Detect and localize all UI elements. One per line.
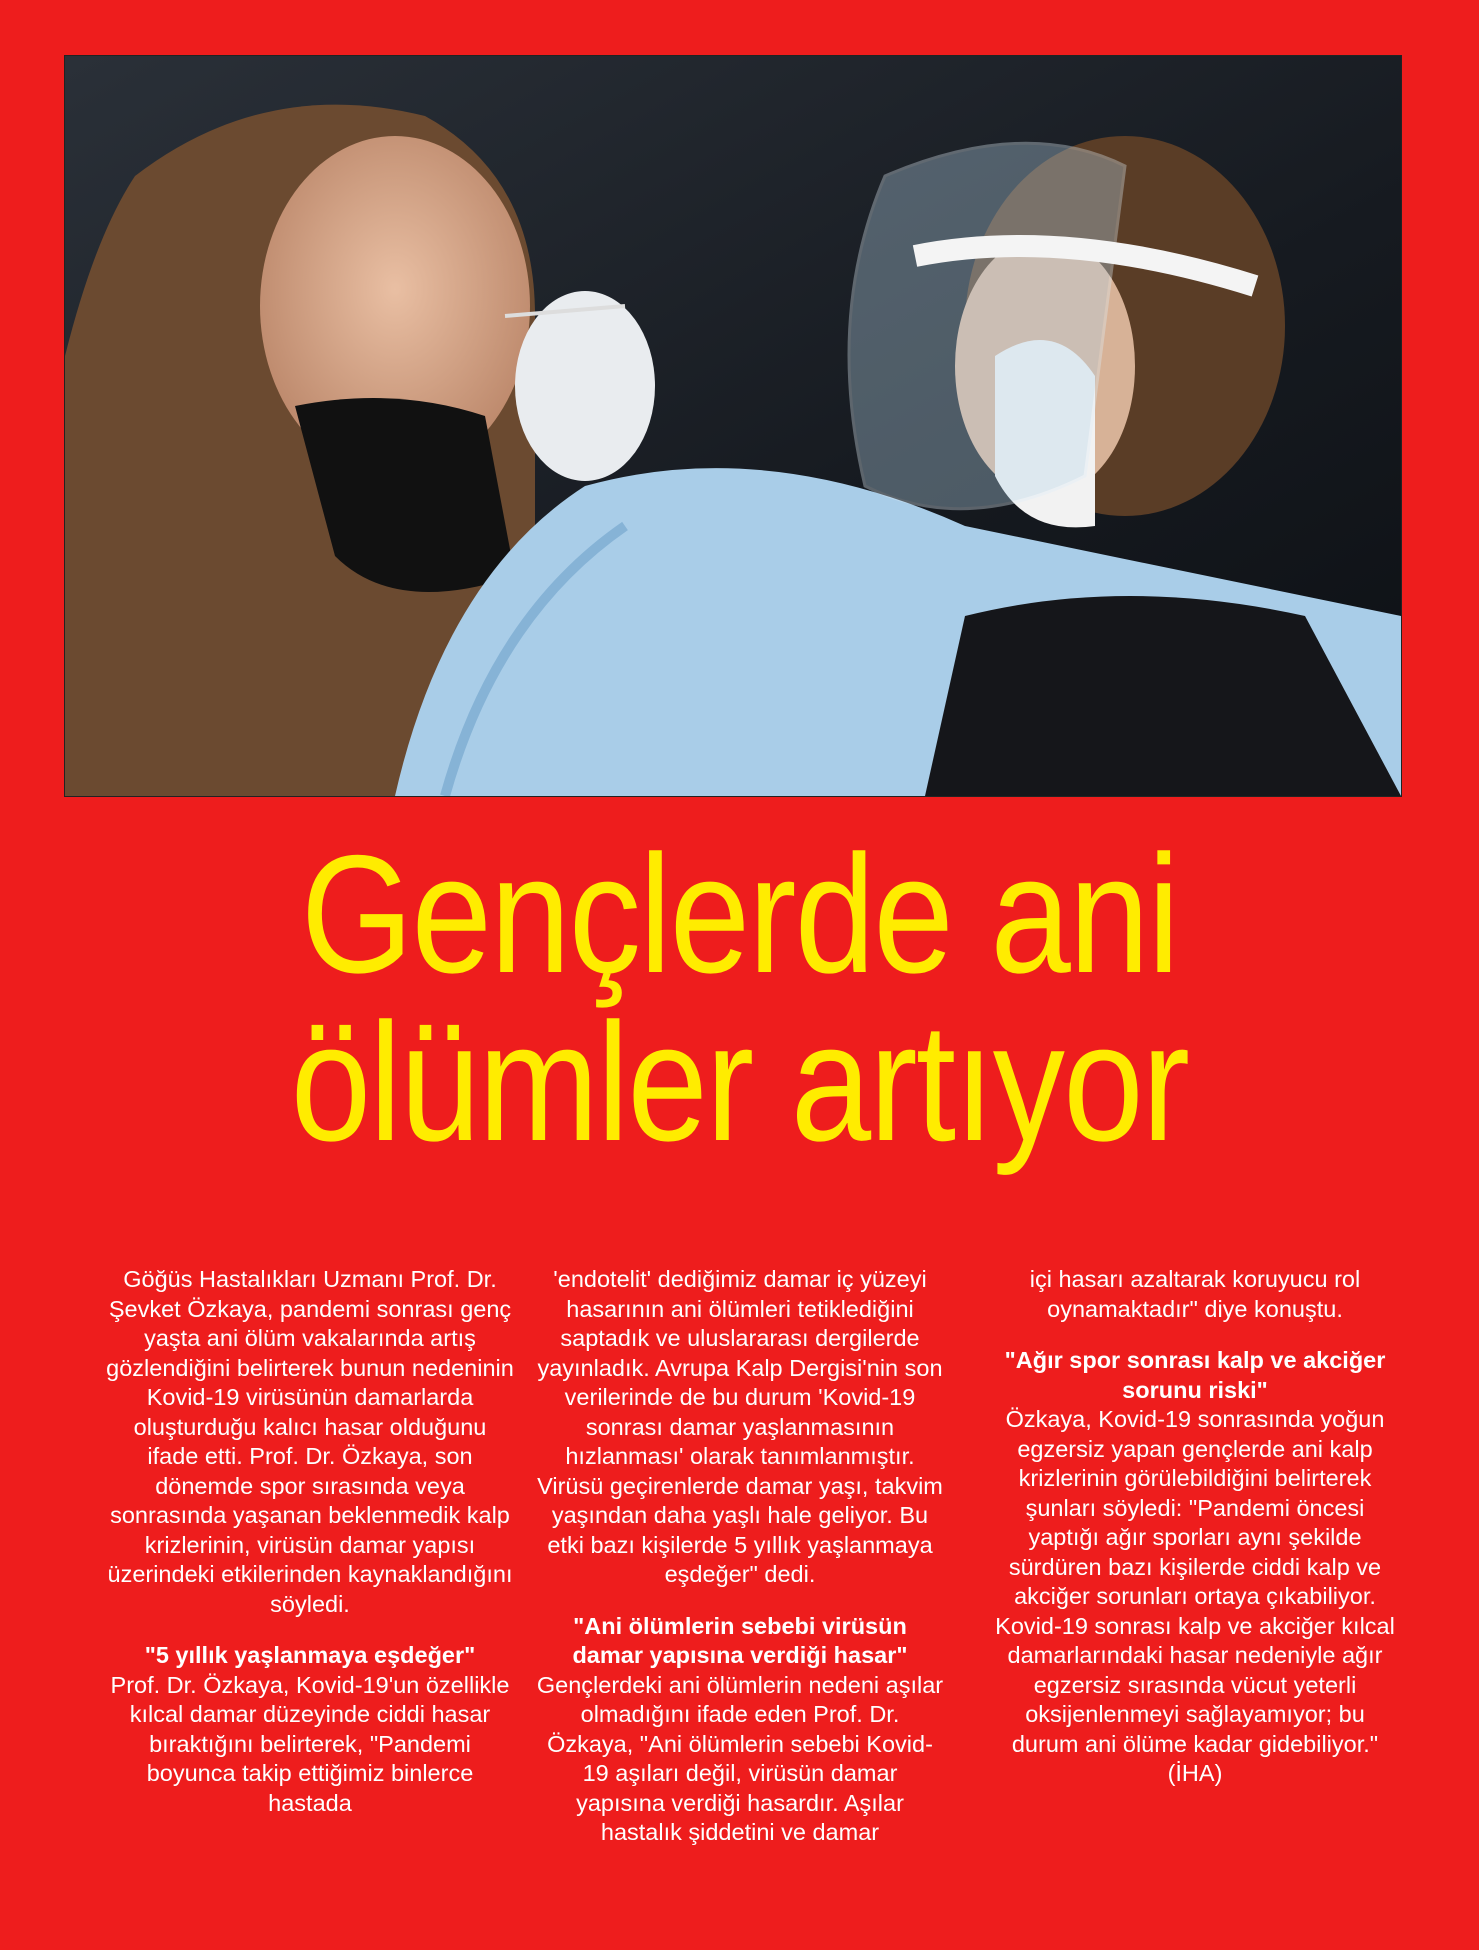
headline-line-1: Gençlerde ani (300, 820, 1179, 1008)
subheading: "Ani ölümlerin sebebi virüsün damar yapısına verdiği hasar" (572, 1612, 908, 1668)
paragraph: Gençlerdeki ani ölümlerin nedeni aşılar olmadığını ifade eden Prof. Dr. Özkaya, "Ani ölümlerin sebebi Kovid-19 aşıları değil, virüsün damar yapısına verdiği hasardır. Aşılar hastalık şiddetini ve damar (536, 1671, 944, 1845)
paragraph: içi hasarı azaltarak koruyucu rol oynamaktadır" diye konuştu. (1029, 1266, 1361, 1322)
source-credit: (İHA) (1167, 1760, 1223, 1786)
article-column-2 (535, 1265, 945, 1870)
paragraph: Özkaya, Kovid-19 sonrasında yoğun egzersiz yapan gençlerde ani kalp krizlerinin görülebildiğini belirterek şunları söyledi: "Pandemi öncesi yaptığı ağır sporları aynı şekilde sürdüren bazı kişilerde ciddi kalp ve akciğer sorunları ortaya çıkabiliyor. Kovid-19 sonrası kalp ve akciğer kılcal damarlarındaki hasar nedeniyle ağır egzersiz sırasında vücut yeterli oksijenlenmeyi sağlayamıyor; bu durum ani ölüme kadar gidebiliyor." (995, 1406, 1395, 1757)
news-photo (64, 55, 1402, 797)
subheading: "Ağır spor sonrası kalp ve akciğer sorunu riski" (1004, 1347, 1386, 1403)
article-column-1 (105, 1265, 515, 1840)
paragraph: Göğüs Hastalıkları Uzmanı Prof. Dr. Şevket Özkaya, pandemi sonrası genç yaşta ani ölüm vakalarında artış gözlendiğini belirterek bunun nedeninin Kovid-19 virüsünün damarlarda oluşturduğu kalıcı hasar olduğunu ifade etti. Prof. Dr. Özkaya, son dönemde spor sırasında veya sonrasında yaşanan beklenmedik kalp krizlerinin, virüsün damar yapısı üzerindeki etkilerinden kaynaklandığını söyledi. (106, 1266, 514, 1617)
headline-line-2: ölümler artıyor (290, 988, 1189, 1176)
paragraph: 'endotelit' dediğimiz damar iç yüzeyi hasarının ani ölümleri tetiklediğini saptadık ve uluslararası dergilerde yayınladık. Avrupa Kalp Dergisi'nin son verilerinde de bu durum 'Kovid-19 sonrası damar yaşlanmasının hızlanması' olarak tanımlanmıştır. Virüsü geçirenlerde damar yaşı, takvim yaşından daha yaşlı hale geliyor. Bu etki bazı kişilerde 5 yıllık yaşlanmaya eşdeğer" dedi. (537, 1266, 943, 1587)
covid-test-photo (65, 56, 1401, 796)
headline (104, 820, 1376, 1176)
paragraph: Prof. Dr. Özkaya, Kovid-19'un özellikle kılcal damar düzeyinde ciddi hasar bıraktığını belirterek, "Pandemi boyunca takip ettiğimiz binlerce hastada (110, 1671, 510, 1816)
subheading: "5 yıllık yaşlanmaya eşdeğer" (144, 1642, 476, 1668)
article-column-3 (990, 1265, 1400, 1789)
